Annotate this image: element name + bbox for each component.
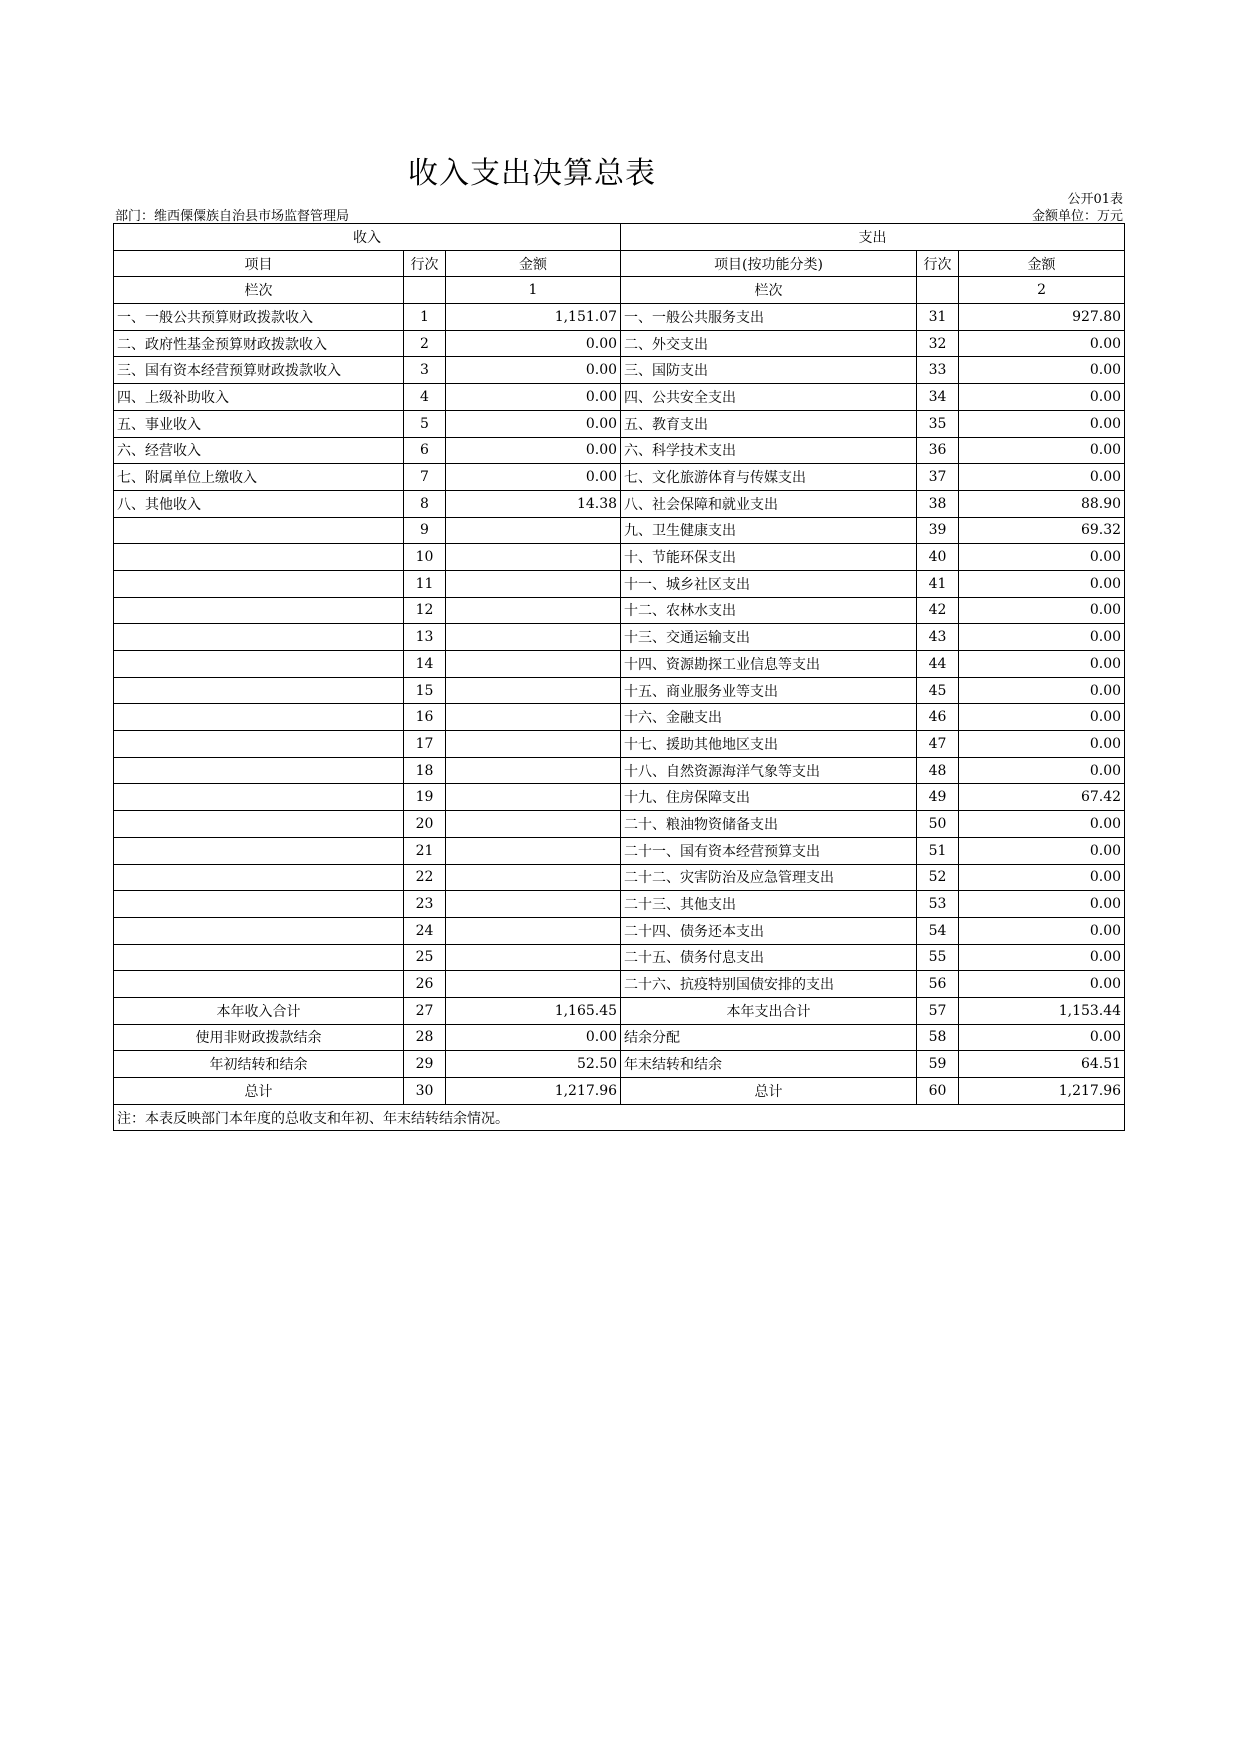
income-row-no-cell: 5 xyxy=(404,410,446,437)
income-amount-cell xyxy=(446,597,621,624)
expense-item-cell: 本年支出合计 xyxy=(621,997,917,1024)
income-section-header: 收入 xyxy=(114,224,621,251)
income-amount-cell xyxy=(446,891,621,918)
income-amount-cell xyxy=(446,757,621,784)
income-row-no-cell: 16 xyxy=(404,704,446,731)
table-row xyxy=(114,944,1125,971)
income-item-cell xyxy=(114,544,404,571)
expense-amount-cell: 0.00 xyxy=(959,384,1125,411)
expense-item-cell: 十六、金融支出 xyxy=(621,704,917,731)
income-amount-cell xyxy=(446,704,621,731)
income-amount-cell xyxy=(446,517,621,544)
income-row-no-cell: 7 xyxy=(404,464,446,491)
expense-amount-cell: 0.00 xyxy=(959,757,1125,784)
expense-item-cell: 十三、交通运输支出 xyxy=(621,624,917,651)
table-row xyxy=(114,704,1125,731)
income-amount-cell: 0.00 xyxy=(446,330,621,357)
income-item-cell: 五、事业收入 xyxy=(114,410,404,437)
income-row-no-cell: 27 xyxy=(404,997,446,1024)
income-item-cell xyxy=(114,624,404,651)
expense-item-cell: 三、国防支出 xyxy=(621,357,917,384)
table-row xyxy=(114,490,1125,517)
expense-amount-cell: 0.00 xyxy=(959,971,1125,998)
income-amount-cell xyxy=(446,677,621,704)
table-row xyxy=(114,1078,1125,1105)
expense-item-header: 项目(按功能分类) xyxy=(621,250,917,277)
expense-row-no-cell: 48 xyxy=(917,757,959,784)
table-row xyxy=(114,437,1125,464)
income-row-no-cell: 13 xyxy=(404,624,446,651)
expense-item-cell: 二十三、其他支出 xyxy=(621,891,917,918)
expense-amount-cell: 0.00 xyxy=(959,704,1125,731)
income-row-no-cell: 20 xyxy=(404,811,446,838)
income-row-no-cell: 29 xyxy=(404,1051,446,1078)
expense-amount-cell: 0.00 xyxy=(959,544,1125,571)
table-row xyxy=(114,971,1125,998)
income-amount-cell: 1,165.45 xyxy=(446,997,621,1024)
income-amount-cell: 1,151.07 xyxy=(446,304,621,331)
income-column-index-1: 1 xyxy=(446,277,621,304)
table-row xyxy=(114,731,1125,758)
expense-amount-cell: 927.80 xyxy=(959,304,1125,331)
income-item-cell xyxy=(114,517,404,544)
table-row xyxy=(114,517,1125,544)
income-expense-table xyxy=(113,223,1125,1131)
income-item-cell xyxy=(114,837,404,864)
expense-amount-cell: 1,217.96 xyxy=(959,1078,1125,1105)
expense-row-no-cell: 52 xyxy=(917,864,959,891)
expense-item-cell: 一、一般公共服务支出 xyxy=(621,304,917,331)
income-item-cell xyxy=(114,677,404,704)
expense-column-index-label: 栏次 xyxy=(621,277,917,304)
income-item-cell xyxy=(114,944,404,971)
income-amount-cell xyxy=(446,624,621,651)
income-amount-cell: 0.00 xyxy=(446,410,621,437)
table-row xyxy=(114,811,1125,838)
expense-item-cell: 十八、自然资源海洋气象等支出 xyxy=(621,757,917,784)
table-row xyxy=(114,677,1125,704)
expense-row-no-cell: 39 xyxy=(917,517,959,544)
expense-item-cell: 十五、商业服务业等支出 xyxy=(621,677,917,704)
expense-row-no-cell: 51 xyxy=(917,837,959,864)
income-row-no-cell: 24 xyxy=(404,917,446,944)
expense-amount-cell: 69.32 xyxy=(959,517,1125,544)
expense-item-cell: 十九、住房保障支出 xyxy=(621,784,917,811)
expense-row-no-cell: 37 xyxy=(917,464,959,491)
income-item-cell xyxy=(114,784,404,811)
expense-item-cell: 八、社会保障和就业支出 xyxy=(621,490,917,517)
income-row-no-cell: 21 xyxy=(404,837,446,864)
expense-item-cell: 四、公共安全支出 xyxy=(621,384,917,411)
table-row xyxy=(114,997,1125,1024)
expense-amount-cell: 0.00 xyxy=(959,624,1125,651)
income-item-cell xyxy=(114,811,404,838)
income-amount-cell xyxy=(446,811,621,838)
form-number: 公开01表 xyxy=(1067,192,1123,207)
income-amount-cell xyxy=(446,971,621,998)
expense-amount-cell: 0.00 xyxy=(959,677,1125,704)
expense-amount-cell: 0.00 xyxy=(959,464,1125,491)
income-amount-cell: 0.00 xyxy=(446,464,621,491)
table-row xyxy=(114,330,1125,357)
income-item-cell: 年初结转和结余 xyxy=(114,1051,404,1078)
income-amount-header: 金额 xyxy=(446,250,621,277)
expense-item-cell: 二十四、债务还本支出 xyxy=(621,917,917,944)
header-row-column-index xyxy=(114,277,1125,304)
expense-row-no-header: 行次 xyxy=(917,250,959,277)
expense-row-no-cell: 54 xyxy=(917,917,959,944)
income-row-no-cell: 1 xyxy=(404,304,446,331)
income-amount-cell: 0.00 xyxy=(446,384,621,411)
income-item-header: 项目 xyxy=(114,250,404,277)
income-amount-cell: 0.00 xyxy=(446,357,621,384)
expense-row-no-cell: 60 xyxy=(917,1078,959,1105)
expense-amount-cell: 0.00 xyxy=(959,357,1125,384)
expense-row-no-cell: 33 xyxy=(917,357,959,384)
header-row-section xyxy=(114,224,1125,251)
expense-amount-header: 金额 xyxy=(959,250,1125,277)
expense-section-header: 支出 xyxy=(621,224,1125,251)
expense-row-no-cell: 34 xyxy=(917,384,959,411)
expense-amount-cell: 0.00 xyxy=(959,731,1125,758)
expense-amount-cell: 0.00 xyxy=(959,570,1125,597)
expense-amount-cell: 64.51 xyxy=(959,1051,1125,1078)
expense-amount-cell: 0.00 xyxy=(959,651,1125,678)
expense-row-no-cell: 31 xyxy=(917,304,959,331)
expense-amount-cell: 0.00 xyxy=(959,330,1125,357)
table-row xyxy=(114,891,1125,918)
table-note: 注：本表反映部门本年度的总收支和年初、年末结转结余情况。 xyxy=(114,1104,1125,1131)
income-amount-cell xyxy=(446,570,621,597)
income-amount-cell: 14.38 xyxy=(446,490,621,517)
income-item-cell xyxy=(114,891,404,918)
table-row xyxy=(114,784,1125,811)
expense-item-cell: 九、卫生健康支出 xyxy=(621,517,917,544)
income-column-index-blank xyxy=(404,277,446,304)
expense-amount-cell: 0.00 xyxy=(959,891,1125,918)
income-column-index-label: 栏次 xyxy=(114,277,404,304)
table-row xyxy=(114,651,1125,678)
expense-item-cell: 七、文化旅游体育与传媒支出 xyxy=(621,464,917,491)
income-item-cell xyxy=(114,704,404,731)
expense-item-cell: 年末结转和结余 xyxy=(621,1051,917,1078)
expense-amount-cell: 1,153.44 xyxy=(959,997,1125,1024)
table-row xyxy=(114,570,1125,597)
expense-amount-cell: 67.42 xyxy=(959,784,1125,811)
income-item-cell: 八、其他收入 xyxy=(114,490,404,517)
income-amount-cell xyxy=(446,864,621,891)
income-item-cell: 七、附属单位上缴收入 xyxy=(114,464,404,491)
expense-column-index-2: 2 xyxy=(959,277,1125,304)
expense-row-no-cell: 55 xyxy=(917,944,959,971)
expense-amount-cell: 0.00 xyxy=(959,917,1125,944)
expense-item-cell: 二、外交支出 xyxy=(621,330,917,357)
amount-unit-label: 金额单位：万元 xyxy=(1031,209,1123,224)
income-row-no-cell: 11 xyxy=(404,570,446,597)
income-amount-cell xyxy=(446,917,621,944)
income-row-no-cell: 23 xyxy=(404,891,446,918)
expense-amount-cell: 88.90 xyxy=(959,490,1125,517)
income-row-no-cell: 15 xyxy=(404,677,446,704)
income-item-cell: 使用非财政拨款结余 xyxy=(114,1024,404,1051)
expense-row-no-cell: 43 xyxy=(917,624,959,651)
income-row-no-cell: 19 xyxy=(404,784,446,811)
income-row-no-cell: 18 xyxy=(404,757,446,784)
expense-item-cell: 二十六、抗疫特别国债安排的支出 xyxy=(621,971,917,998)
income-row-no-cell: 22 xyxy=(404,864,446,891)
expense-row-no-cell: 44 xyxy=(917,651,959,678)
note-row xyxy=(114,1104,1125,1131)
expense-item-cell: 二十一、国有资本经营预算支出 xyxy=(621,837,917,864)
table-row xyxy=(114,597,1125,624)
income-item-cell xyxy=(114,597,404,624)
income-row-no-cell: 25 xyxy=(404,944,446,971)
expense-item-cell: 十四、资源勘探工业信息等支出 xyxy=(621,651,917,678)
income-item-cell xyxy=(114,570,404,597)
expense-row-no-cell: 41 xyxy=(917,570,959,597)
income-row-no-cell: 28 xyxy=(404,1024,446,1051)
income-item-cell: 一、一般公共预算财政拨款收入 xyxy=(114,304,404,331)
expense-row-no-cell: 50 xyxy=(917,811,959,838)
income-amount-cell xyxy=(446,837,621,864)
income-amount-cell xyxy=(446,944,621,971)
income-item-cell: 二、政府性基金预算财政拨款收入 xyxy=(114,330,404,357)
table-row xyxy=(114,1024,1125,1051)
income-row-no-cell: 30 xyxy=(404,1078,446,1105)
income-row-no-cell: 26 xyxy=(404,971,446,998)
income-item-cell: 三、国有资本经营预算财政拨款收入 xyxy=(114,357,404,384)
expense-amount-cell: 0.00 xyxy=(959,410,1125,437)
table-row xyxy=(114,384,1125,411)
expense-amount-cell: 0.00 xyxy=(959,837,1125,864)
expense-item-cell: 二十五、债务付息支出 xyxy=(621,944,917,971)
expense-row-no-cell: 45 xyxy=(917,677,959,704)
income-amount-cell xyxy=(446,784,621,811)
income-row-no-cell: 17 xyxy=(404,731,446,758)
income-row-no-cell: 3 xyxy=(404,357,446,384)
expense-item-cell: 二十、粮油物资储备支出 xyxy=(621,811,917,838)
expense-amount-cell: 0.00 xyxy=(959,437,1125,464)
income-item-cell xyxy=(114,917,404,944)
income-item-cell xyxy=(114,971,404,998)
table-row xyxy=(114,864,1125,891)
expense-item-cell: 总计 xyxy=(621,1078,917,1105)
table-row xyxy=(114,757,1125,784)
income-amount-cell xyxy=(446,651,621,678)
header-row-columns xyxy=(114,250,1125,277)
table-row xyxy=(114,624,1125,651)
income-item-cell xyxy=(114,757,404,784)
income-amount-cell xyxy=(446,731,621,758)
table-row xyxy=(114,410,1125,437)
expense-item-cell: 六、科学技术支出 xyxy=(621,437,917,464)
expense-row-no-cell: 56 xyxy=(917,971,959,998)
income-amount-cell: 52.50 xyxy=(446,1051,621,1078)
expense-item-cell: 结余分配 xyxy=(621,1024,917,1051)
income-item-cell: 四、上级补助收入 xyxy=(114,384,404,411)
expense-row-no-cell: 42 xyxy=(917,597,959,624)
income-item-cell xyxy=(114,864,404,891)
table-row xyxy=(114,917,1125,944)
table-row xyxy=(114,357,1125,384)
income-row-no-cell: 10 xyxy=(404,544,446,571)
expense-amount-cell: 0.00 xyxy=(959,597,1125,624)
income-row-no-cell: 12 xyxy=(404,597,446,624)
income-row-no-cell: 14 xyxy=(404,651,446,678)
expense-row-no-cell: 36 xyxy=(917,437,959,464)
expense-row-no-cell: 57 xyxy=(917,997,959,1024)
income-item-cell xyxy=(114,731,404,758)
table-row xyxy=(114,544,1125,571)
table-row xyxy=(114,837,1125,864)
expense-amount-cell: 0.00 xyxy=(959,944,1125,971)
table-row xyxy=(114,1051,1125,1078)
expense-row-no-cell: 46 xyxy=(917,704,959,731)
income-row-no-header: 行次 xyxy=(404,250,446,277)
expense-row-no-cell: 53 xyxy=(917,891,959,918)
income-item-cell: 本年收入合计 xyxy=(114,997,404,1024)
expense-row-no-cell: 47 xyxy=(917,731,959,758)
income-row-no-cell: 6 xyxy=(404,437,446,464)
income-row-no-cell: 8 xyxy=(404,490,446,517)
income-amount-cell: 1,217.96 xyxy=(446,1078,621,1105)
expense-row-no-cell: 58 xyxy=(917,1024,959,1051)
expense-row-no-cell: 32 xyxy=(917,330,959,357)
expense-row-no-cell: 35 xyxy=(917,410,959,437)
income-item-cell: 总计 xyxy=(114,1078,404,1105)
income-row-no-cell: 2 xyxy=(404,330,446,357)
income-row-no-cell: 4 xyxy=(404,384,446,411)
income-amount-cell: 0.00 xyxy=(446,1024,621,1051)
income-amount-cell: 0.00 xyxy=(446,437,621,464)
page-title: 收入支出决算总表 xyxy=(408,156,656,191)
expense-row-no-cell: 38 xyxy=(917,490,959,517)
income-row-no-cell: 9 xyxy=(404,517,446,544)
expense-item-cell: 十一、城乡社区支出 xyxy=(621,570,917,597)
expense-item-cell: 五、教育支出 xyxy=(621,410,917,437)
income-item-cell xyxy=(114,651,404,678)
expense-amount-cell: 0.00 xyxy=(959,864,1125,891)
expense-row-no-cell: 59 xyxy=(917,1051,959,1078)
expense-item-cell: 十、节能环保支出 xyxy=(621,544,917,571)
department-label: 部门：维西傈僳族自治县市场监督管理局 xyxy=(115,209,350,224)
table-row xyxy=(114,464,1125,491)
income-item-cell: 六、经营收入 xyxy=(114,437,404,464)
expense-item-cell: 十二、农林水支出 xyxy=(621,597,917,624)
table-row xyxy=(114,304,1125,331)
expense-row-no-cell: 40 xyxy=(917,544,959,571)
income-amount-cell xyxy=(446,544,621,571)
expense-item-cell: 十七、援助其他地区支出 xyxy=(621,731,917,758)
expense-row-no-cell: 49 xyxy=(917,784,959,811)
expense-column-index-blank xyxy=(917,277,959,304)
expense-item-cell: 二十二、灾害防治及应急管理支出 xyxy=(621,864,917,891)
expense-amount-cell: 0.00 xyxy=(959,811,1125,838)
expense-amount-cell: 0.00 xyxy=(959,1024,1125,1051)
